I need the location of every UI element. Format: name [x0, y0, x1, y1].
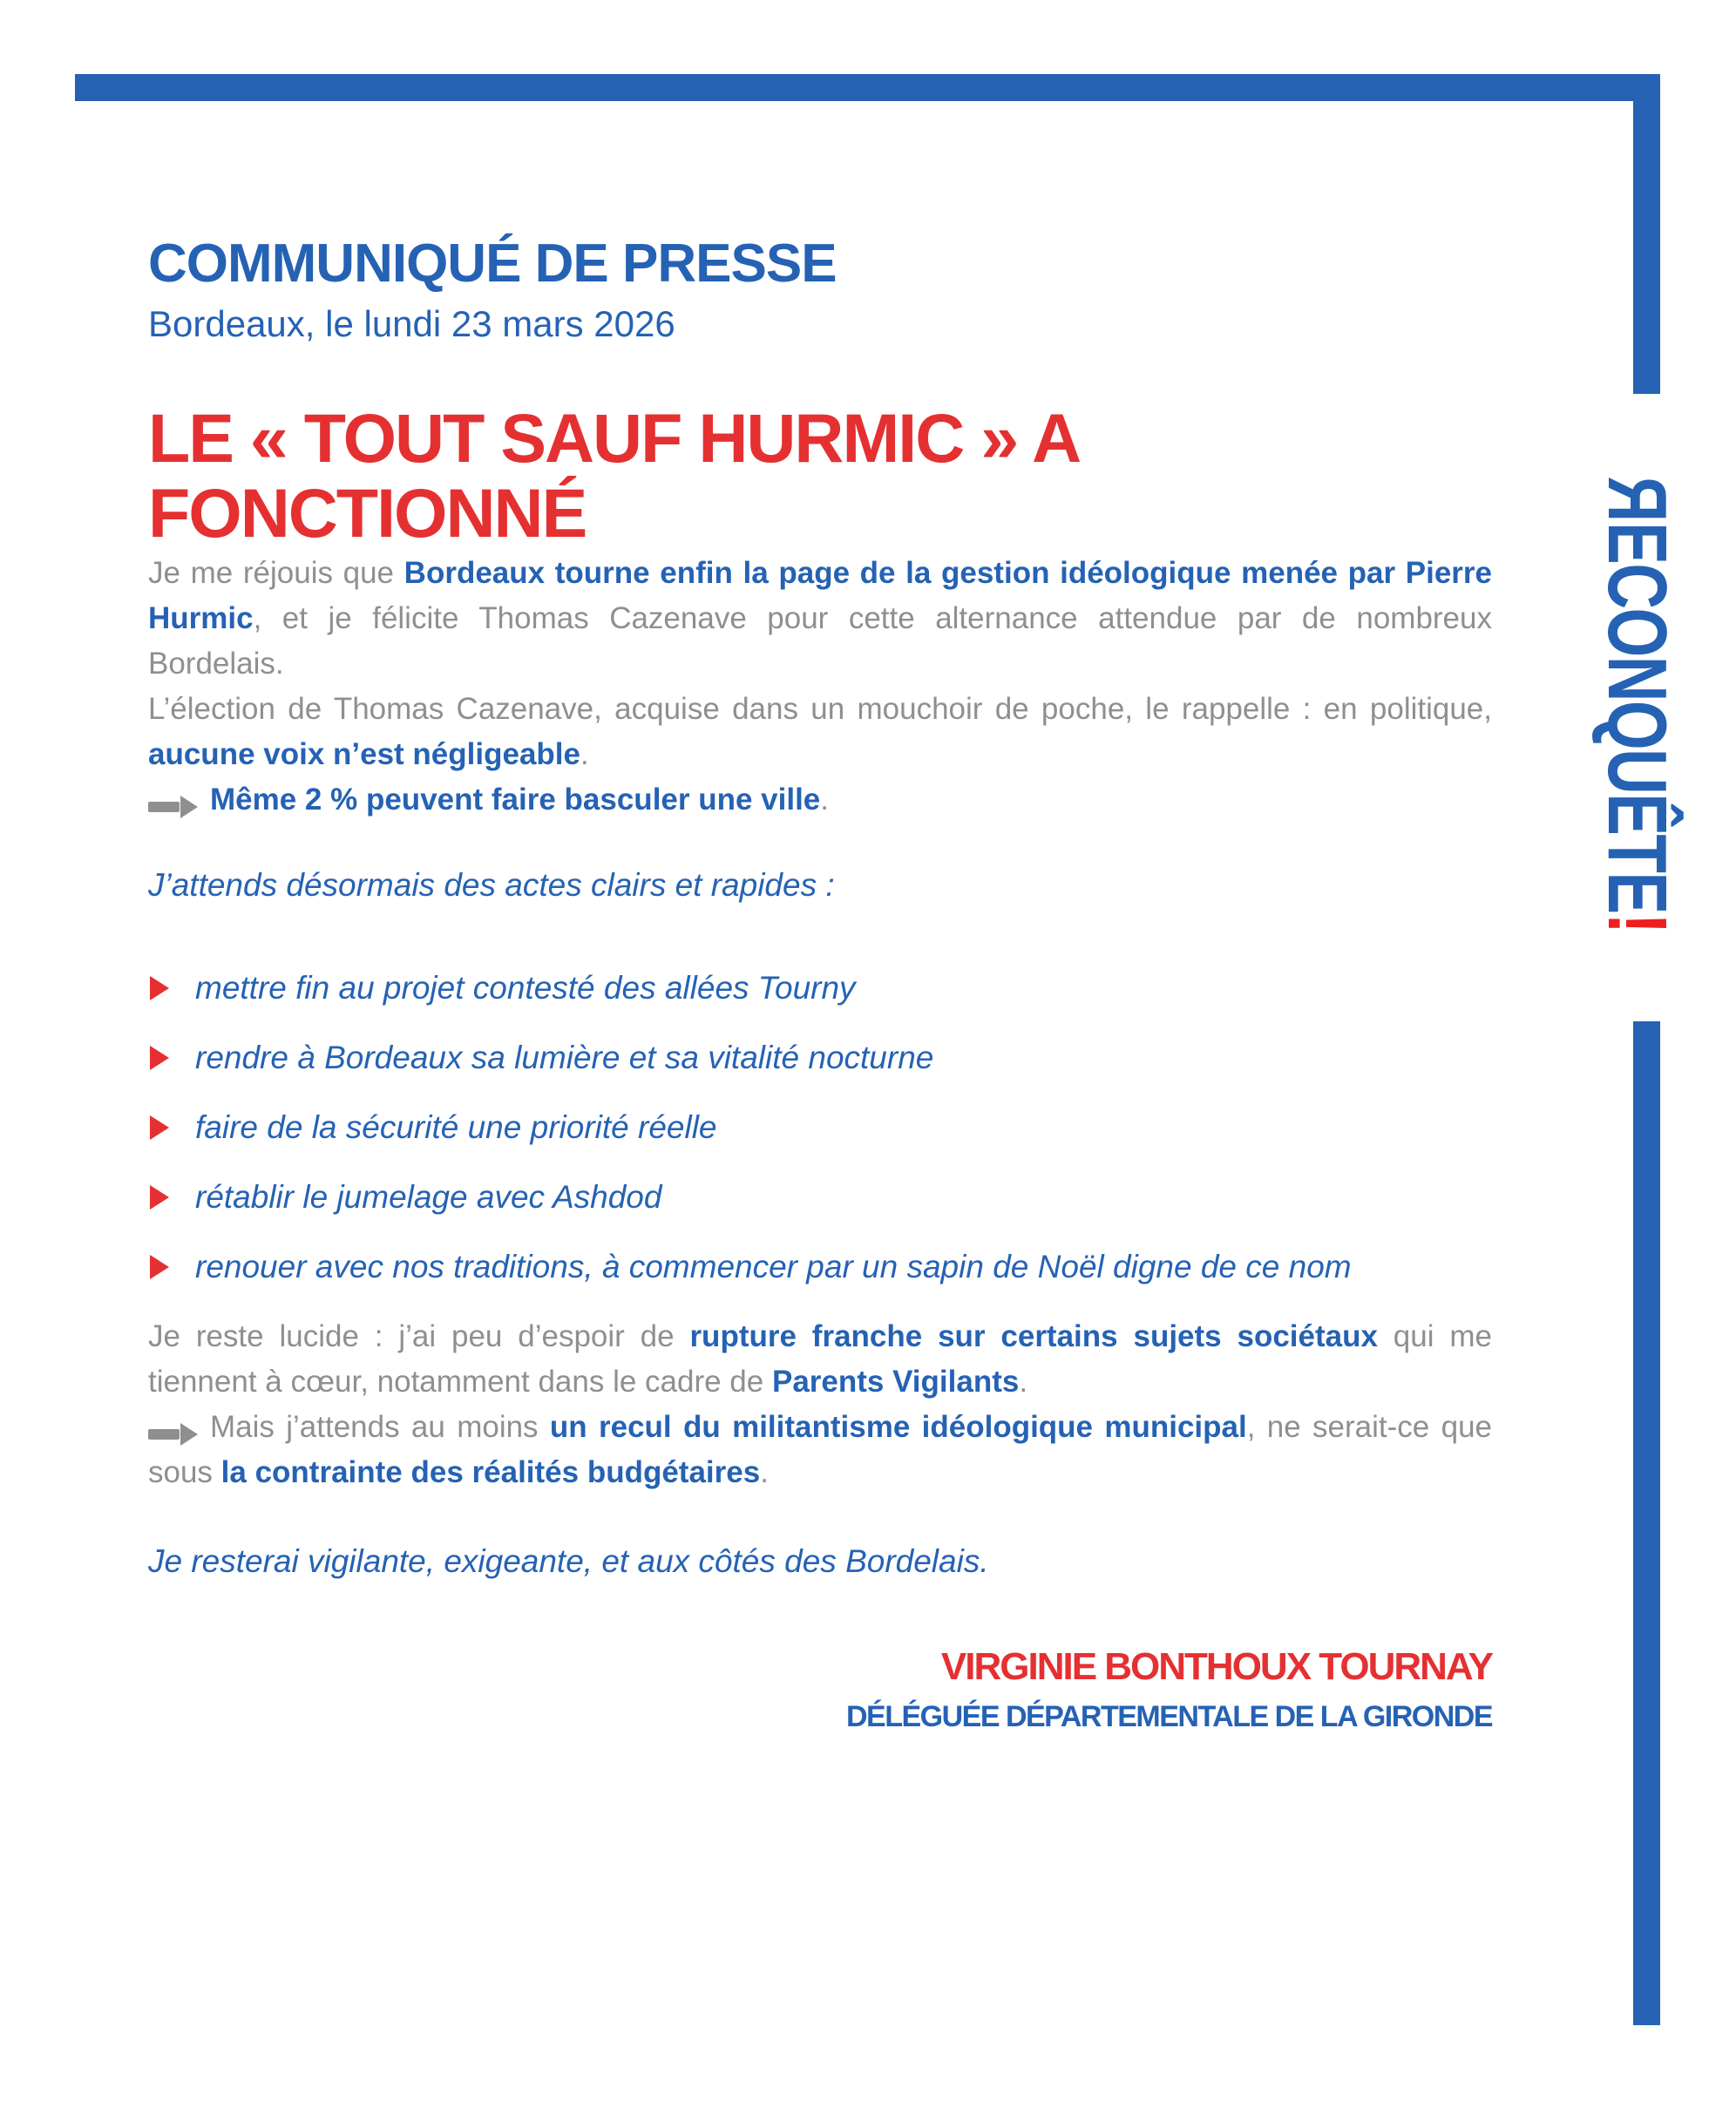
list-item — [148, 1244, 1492, 1290]
triangle-bullet-icon — [150, 1115, 169, 1140]
text-segment: . — [820, 783, 830, 817]
list-item — [148, 1175, 1492, 1220]
list-item-text: renouer avec nos traditions, à commencer par un sapin de Noël digne de ce nom — [195, 1249, 1352, 1284]
triangle-bullet-icon — [150, 1255, 169, 1279]
list-item-text: faire de la sécurité une priorité réelle — [195, 1109, 717, 1145]
text-segment: , et je félicite Thomas Cazenave pour cette alternance attendue par de nombreux Bordelais. — [148, 601, 1492, 681]
signature-name: VIRGINIE BONTHOUX TOURNAY — [940, 1645, 1492, 1688]
arrow-right-icon — [148, 1423, 198, 1446]
logo-wordmark: ECONQUÊTE — [1590, 522, 1684, 913]
triangle-bullet-icon — [150, 976, 169, 1000]
text-segment: . — [580, 737, 589, 771]
text-segment: un recul du militantisme idéologique municipal — [549, 1410, 1247, 1444]
text-segment: Mais j’attends au moins — [210, 1410, 550, 1444]
list-item-text: rendre à Bordeaux sa lumière et sa vitalité nocturne — [195, 1040, 934, 1075]
right-frame-bar-upper — [1633, 74, 1660, 394]
list-item — [148, 1035, 1492, 1081]
paragraph — [148, 551, 1492, 687]
list-item — [148, 966, 1492, 1011]
text-segment: aucune voix n’est négligeable — [148, 737, 580, 771]
paragraph — [148, 687, 1492, 823]
text-segment: . — [760, 1455, 769, 1489]
intro-line: J’attends désormais des actes clairs et rapides : — [148, 867, 835, 903]
demands-list — [148, 966, 1492, 1290]
triangle-bullet-icon — [150, 1046, 169, 1070]
text-segment: . — [1019, 1365, 1028, 1399]
list-item — [148, 1105, 1492, 1150]
right-frame-bar-lower — [1633, 1021, 1660, 2025]
text-segment: L’élection de Thomas Cazenave, acquise dans un mouchoir de poche, le rappelle : en politique, — [148, 692, 1492, 726]
text-segment: Parents Vigilants — [771, 1365, 1020, 1399]
list-item-text: mettre fin au projet contesté des allées Tourny — [195, 970, 856, 1006]
paragraph — [148, 1314, 1492, 1495]
dateline: Bordeaux, le lundi 23 mars 2026 — [148, 303, 675, 344]
closing-line: Je resterai vigilante, exigeante, et aux côtés des Bordelais. — [148, 1543, 989, 1579]
list-item-text: rétablir le jumelage avec Ashdod — [195, 1179, 662, 1215]
reconquete-logo — [1590, 478, 1684, 933]
text-segment: , ne serait-ce que sous — [148, 1410, 1493, 1489]
logo-exclamation: ! — [1590, 912, 1684, 933]
text-segment: Même 2 % peuvent faire basculer une ville — [210, 783, 821, 817]
headline: LE « TOUT SAUF HURMIC » A FONCTIONNÉ — [148, 399, 1078, 552]
arrow-right-icon — [148, 796, 198, 818]
text-segment: la contrainte des réalités budgétaires — [220, 1455, 761, 1489]
page-title: COMMUNIQUÉ DE PRESSE — [148, 234, 837, 294]
text-segment: rupture franche sur certains sujets sociétaux — [689, 1319, 1378, 1353]
triangle-bullet-icon — [150, 1185, 169, 1210]
signature-block — [148, 1644, 1492, 1736]
text-segment: qui me tiennent à cœur, notamment dans le cadre de — [148, 1319, 1492, 1399]
logo-mirrored-r: R — [1590, 478, 1684, 523]
text-segment: Bordeaux tourne enfin la page de la gestion idéologique menée par Pierre Hurmic — [148, 556, 1492, 635]
document-content — [148, 0, 1492, 1736]
signature-role: DÉLÉGUÉE DÉPARTEMENTALE DE LA GIRONDE — [845, 1700, 1492, 1733]
text-segment: Je reste lucide : j’ai peu d’espoir de — [148, 1319, 690, 1353]
text-segment: Je me réjouis que — [148, 556, 404, 590]
